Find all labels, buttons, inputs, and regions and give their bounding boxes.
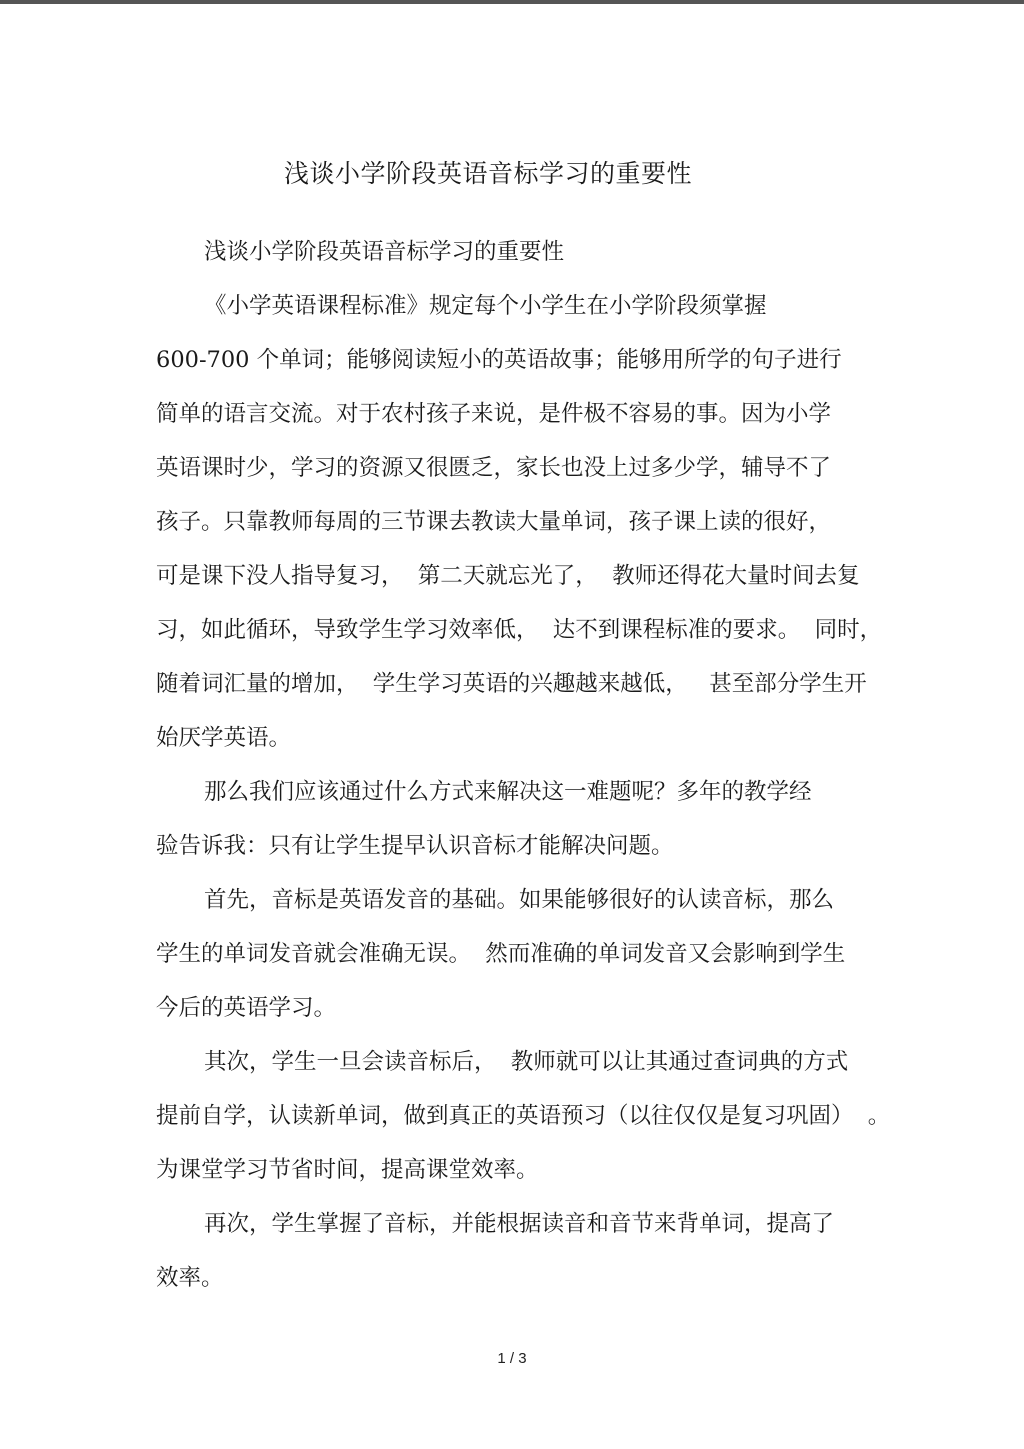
body-line: 英语课时少，学习的资源又很匮乏，家长也没上过多少学，辅导不了 <box>156 455 832 481</box>
body-line: 《小学英语课程标准》规定每个小学生在小学阶段须掌握 <box>204 293 767 319</box>
document-body <box>156 231 891 1311</box>
body-line: 今后的英语学习。 <box>156 995 337 1021</box>
body-line: 孩子。只靠教师每周的三节课去教读大量单词，孩子课上读的很好， <box>156 509 832 535</box>
body-line: 习，如此循环，导致学生学习效率低， 达不到课程标准的要求。 同时， <box>156 617 883 643</box>
body-line: 学生的单词发音就会准确无误。 然而准确的单词发音又会影响到学生 <box>156 941 846 967</box>
body-line: 简单的语言交流。对于农村孩子来说，是件极不容易的事。因为小学 <box>156 401 832 427</box>
body-line: 再次，学生掌握了音标，并能根据读音和音节来背单词，提高了 <box>204 1211 835 1237</box>
document-title: 浅谈小学阶段英语音标学习的重要性 <box>283 159 692 188</box>
body-line: 首先，音标是英语发音的基础。如果能够很好的认读音标，那么 <box>204 887 835 913</box>
body-line: 提前自学，认读新单词，做到真正的英语预习（以往仅仅是复习巩固） 。 <box>156 1103 891 1129</box>
body-line: 验告诉我：只有让学生提早认识音标才能解决问题。 <box>156 833 674 859</box>
body-line: 为课堂学习节省时间，提高课堂效率。 <box>156 1157 539 1183</box>
body-line: 效率。 <box>156 1265 224 1291</box>
page-number: 1 / 3 <box>497 1350 527 1367</box>
top-border-rule <box>0 0 1024 4</box>
body-line: 600-700 个单词；能够阅读短小的英语故事；能够用所学的句子进行 <box>156 347 842 373</box>
body-line: 始厌学英语。 <box>156 725 292 751</box>
body-line: 那么我们应该通过什么方式来解决这一难题呢？多年的教学经 <box>204 779 812 805</box>
body-line: 随着词汇量的增加， 学生学习英语的兴趣越来越低， 甚至部分学生开 <box>156 671 867 697</box>
body-line: 浅谈小学阶段英语音标学习的重要性 <box>204 239 565 265</box>
body-line: 其次，学生一旦会读音标后， 教师就可以让其通过查词典的方式 <box>204 1049 849 1075</box>
body-line: 可是课下没人指导复习， 第二天就忘光了， 教师还得花大量时间去复 <box>156 563 860 589</box>
